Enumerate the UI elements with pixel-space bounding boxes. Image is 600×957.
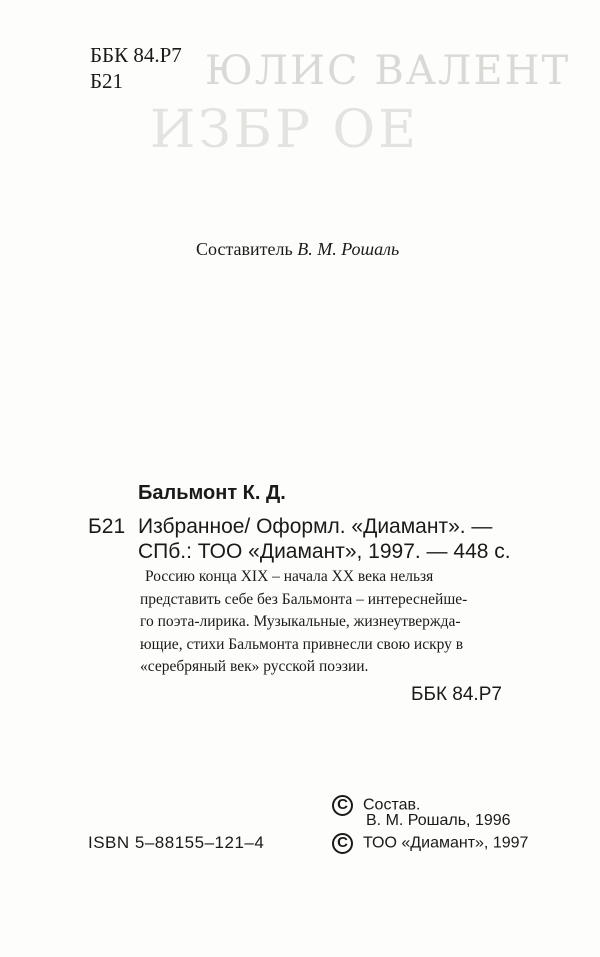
compiler-name: В. М. Рошаль [297,239,400,259]
catalog-code: Б21 [88,515,126,538]
compiler-line [196,239,399,260]
annotation-line: Россию конца XIX – начала XX века нельзя [145,568,434,585]
annotation-line: го поэта-лирика. Музыкальные, жизнеутвержда- [140,613,461,630]
isbn-number: ISBN 5–88155–121–4 [88,833,265,852]
copyright-icon: C [332,833,353,854]
catalog-author: Бальмонт К. Д. [138,482,286,504]
catalog-title-line-2: СПб.: ТОО «Диамант», 1997. — 448 с. [138,540,511,563]
bleed-through-text-2: ИЗБР ОЕ [150,100,420,160]
annotation-line: ющие, стихи Бальмонта привнесли свою искру в [140,635,464,653]
copyright-line-3 [332,833,528,854]
bbk-index: Б21 [90,69,124,93]
copyright-text-3: ТОО «Диамант», 1997 [363,834,529,852]
copyright-text-1: Состав. [363,796,421,814]
copyright-line-2: В. М. Рошаль, 1996 [366,812,511,829]
bbk-classification-top [90,42,182,94]
bbk-classification-bottom: ББК 84.Р7 [411,684,502,705]
copyright-icon: C [332,795,353,816]
annotation-line: «серебряный век» русской поэзии. [140,658,369,675]
bbk-code: ББК 84.Р7 [90,43,182,67]
compiler-label: Составитель [196,239,293,259]
catalog-title-line-1: Избранное/ Оформл. «Диамант». — [138,515,493,538]
annotation-line: представить себе без Бальмонта – интереснейше- [140,590,468,608]
catalog-annotation [140,566,555,679]
bleed-through-text-1: ЮЛИС ВАЛЕНТ [205,48,571,94]
